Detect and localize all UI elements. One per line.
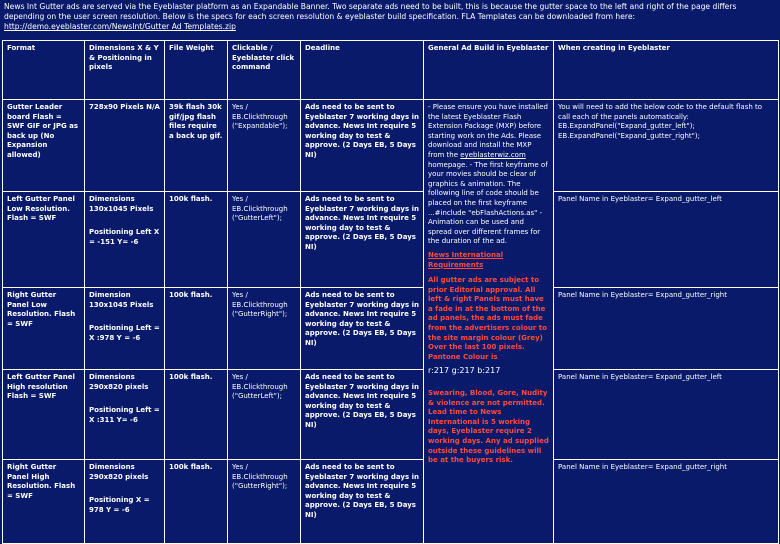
row-clickable: Yes / EB.Clickthrough ("GutterRight"); bbox=[228, 288, 301, 370]
row-format: Right Gutter Panel High Resolution. Flash = SWF bbox=[3, 460, 85, 544]
pantone-colour-value: r:217 g:217 b:217 bbox=[428, 366, 501, 376]
row-dimensions bbox=[85, 288, 165, 370]
positioning-text: Positioning X = 978 Y = -6 bbox=[89, 496, 150, 514]
row-format: Right Gutter Panel Low Resolution. Flash = SWF bbox=[3, 288, 85, 370]
row-when-creating: You will need to add the below code to the default flash to call each of the panels automatically: EB.ExpandPanel("Expand_gutter_left"); EB.ExpandPanel("Expand_gutter_right"); bbox=[554, 100, 779, 192]
row-clickable: Yes / EB.Clickthrough ("GutterRight"); bbox=[228, 460, 301, 544]
row-deadline: Ads need to be sent to Eyeblaster 7 working days in advance. News Int require 5 working day to test & approve. (2 Days EB, 5 Days NI) bbox=[301, 100, 424, 192]
row-dimensions bbox=[85, 460, 165, 544]
row-format: Left Gutter Panel Low Resolution. Flash = SWF bbox=[3, 192, 85, 288]
general-build-cell bbox=[424, 100, 554, 544]
header-format: Format bbox=[3, 41, 85, 100]
header-deadline: Deadline bbox=[301, 41, 424, 100]
table-row bbox=[3, 100, 779, 192]
row-when-creating: Panel Name in Eyeblaster= Expand_gutter_left bbox=[554, 370, 779, 460]
dimensions-text: Dimensions 290x820 pixels bbox=[89, 373, 149, 391]
header-when-creating: When creating in Eyeblaster bbox=[554, 41, 779, 100]
row-file-weight: 100k flash. bbox=[165, 288, 228, 370]
row-format: Left Gutter Panel High resolution Flash = SWF bbox=[3, 370, 85, 460]
header-general-build: General Ad Build in Eyeblaster bbox=[424, 41, 554, 100]
templates-download-link[interactable]: http://demo.eyeblaster.com/NewsInt/Gutter Ad Templates.zip bbox=[4, 22, 236, 32]
row-dimensions bbox=[85, 100, 165, 192]
eyeblasterwiz-link[interactable]: eyeblasterwiz.com bbox=[460, 150, 526, 159]
intro-paragraph bbox=[4, 2, 776, 33]
content-policy-text: Swearing, Blood, Gore, Nudity & violence are not permitted. Lead time to News International is 5 working days, Eyeblaster require 2 working days. Any ad supplied outside these guidelines will be at the buyers risk. bbox=[428, 389, 549, 465]
dimensions-text: 728x90 Pixels N/A bbox=[89, 103, 160, 111]
table-row bbox=[3, 288, 779, 370]
positioning-text: Positioning Left X = -151 Y= -6 bbox=[89, 228, 160, 246]
row-when-creating: Panel Name in Eyeblaster= Expand_gutter_right bbox=[554, 288, 779, 370]
header-clickable: Clickable / Eyeblaster click command bbox=[228, 41, 301, 100]
header-dimensions: Dimensions X & Y & Positioning in pixels bbox=[85, 41, 165, 100]
row-clickable: Yes / EB.Clickthrough ("GutterLeft"); bbox=[228, 192, 301, 288]
dimensions-text: Dimensions 130x1045 Pixels bbox=[89, 195, 154, 213]
intro-text: News Int Gutter ads are served via the Eyeblaster platform as an Expandable Banner. Two separate ads need to be built, this is because the gutter space to the left and right of the page differs depending on the user screen resolution. Below is the specs for each screen resolution & eyeblaster build specification. FLA Templates can be downloaded from here: bbox=[4, 2, 737, 22]
ad-spec-table bbox=[2, 40, 779, 544]
row-clickable: Yes / EB.Clickthrough ("GutterLeft"); bbox=[228, 370, 301, 460]
positioning-text: Positioning Left = X :311 Y= -6 bbox=[89, 406, 160, 424]
dimensions-text: Dimensions 290x820 pixels bbox=[89, 463, 149, 481]
news-int-requirements-text: All gutter ads are subject to prior Editorial approval. All left & right Panels must have a fade in at the bottom of the ad panels, the ads must fade from the advertisers colour to the site margin colour (Grey) Over the last 100 pixels. Pantone Colour is bbox=[428, 276, 547, 361]
row-when-creating: Panel Name in Eyeblaster= Expand_gutter_left bbox=[554, 192, 779, 288]
table-row bbox=[3, 192, 779, 288]
row-deadline: Ads need to be sent to Eyeblaster 7 working days in advance. News Int require 5 working day to test & approve. (2 Days EB, 5 Days NI) bbox=[301, 370, 424, 460]
row-deadline: Ads need to be sent to Eyeblaster 7 working days in advance. News Int require 5 working day to test & approve. (2 Days EB, 5 Days NI) bbox=[301, 460, 424, 544]
row-clickable: Yes / EB.Clickthrough ("Expandable"); bbox=[228, 100, 301, 192]
header-file-weight: File Weight bbox=[165, 41, 228, 100]
table-header-row bbox=[3, 41, 779, 100]
row-dimensions bbox=[85, 370, 165, 460]
general-build-part1: - Please ensure you have installed the latest Eyeblaster Flash Extension Package (MXP) before starting work on the Ads. Please download and install the MXP from the bbox=[428, 103, 548, 159]
news-int-requirements-title: News International Requirements bbox=[428, 250, 504, 269]
general-build-part2: homepage. - The first keyframe of your movies should be clear of graphics & animation. The following line of code should be placed on the first keyframe ...#include "ebFlashActions.as" - Animation can be used and spread over different frames for the duration of the ad. bbox=[428, 160, 548, 246]
row-file-weight: 100k flash. bbox=[165, 192, 228, 288]
row-file-weight: 39k flash 30k gif/jpg flash files require a back up gif. bbox=[165, 100, 228, 192]
row-deadline: Ads need to be sent to Eyeblaster 7 working days in advance. News Int require 5 working day to test & approve. (2 Days EB, 5 Days NI) bbox=[301, 192, 424, 288]
dimensions-text: Dimension 130x1045 Pixels bbox=[89, 291, 154, 309]
positioning-text: Positioning Left = X :978 Y = -6 bbox=[89, 324, 160, 342]
row-format: Gutter Leader board Flash = SWF GIF or JPG as back up (No Expansion allowed) bbox=[3, 100, 85, 192]
row-file-weight: 100k flash. bbox=[165, 460, 228, 544]
row-file-weight: 100k flash. bbox=[165, 370, 228, 460]
table-row bbox=[3, 460, 779, 544]
row-when-creating: Panel Name in Eyeblaster= Expand_gutter_right bbox=[554, 460, 779, 544]
table-row bbox=[3, 370, 779, 460]
row-deadline: Ads need to be sent to Eyeblaster 7 working days in advance. News Int require 5 working day to test & approve. (2 Days EB, 5 Days NI) bbox=[301, 288, 424, 370]
row-dimensions bbox=[85, 192, 165, 288]
